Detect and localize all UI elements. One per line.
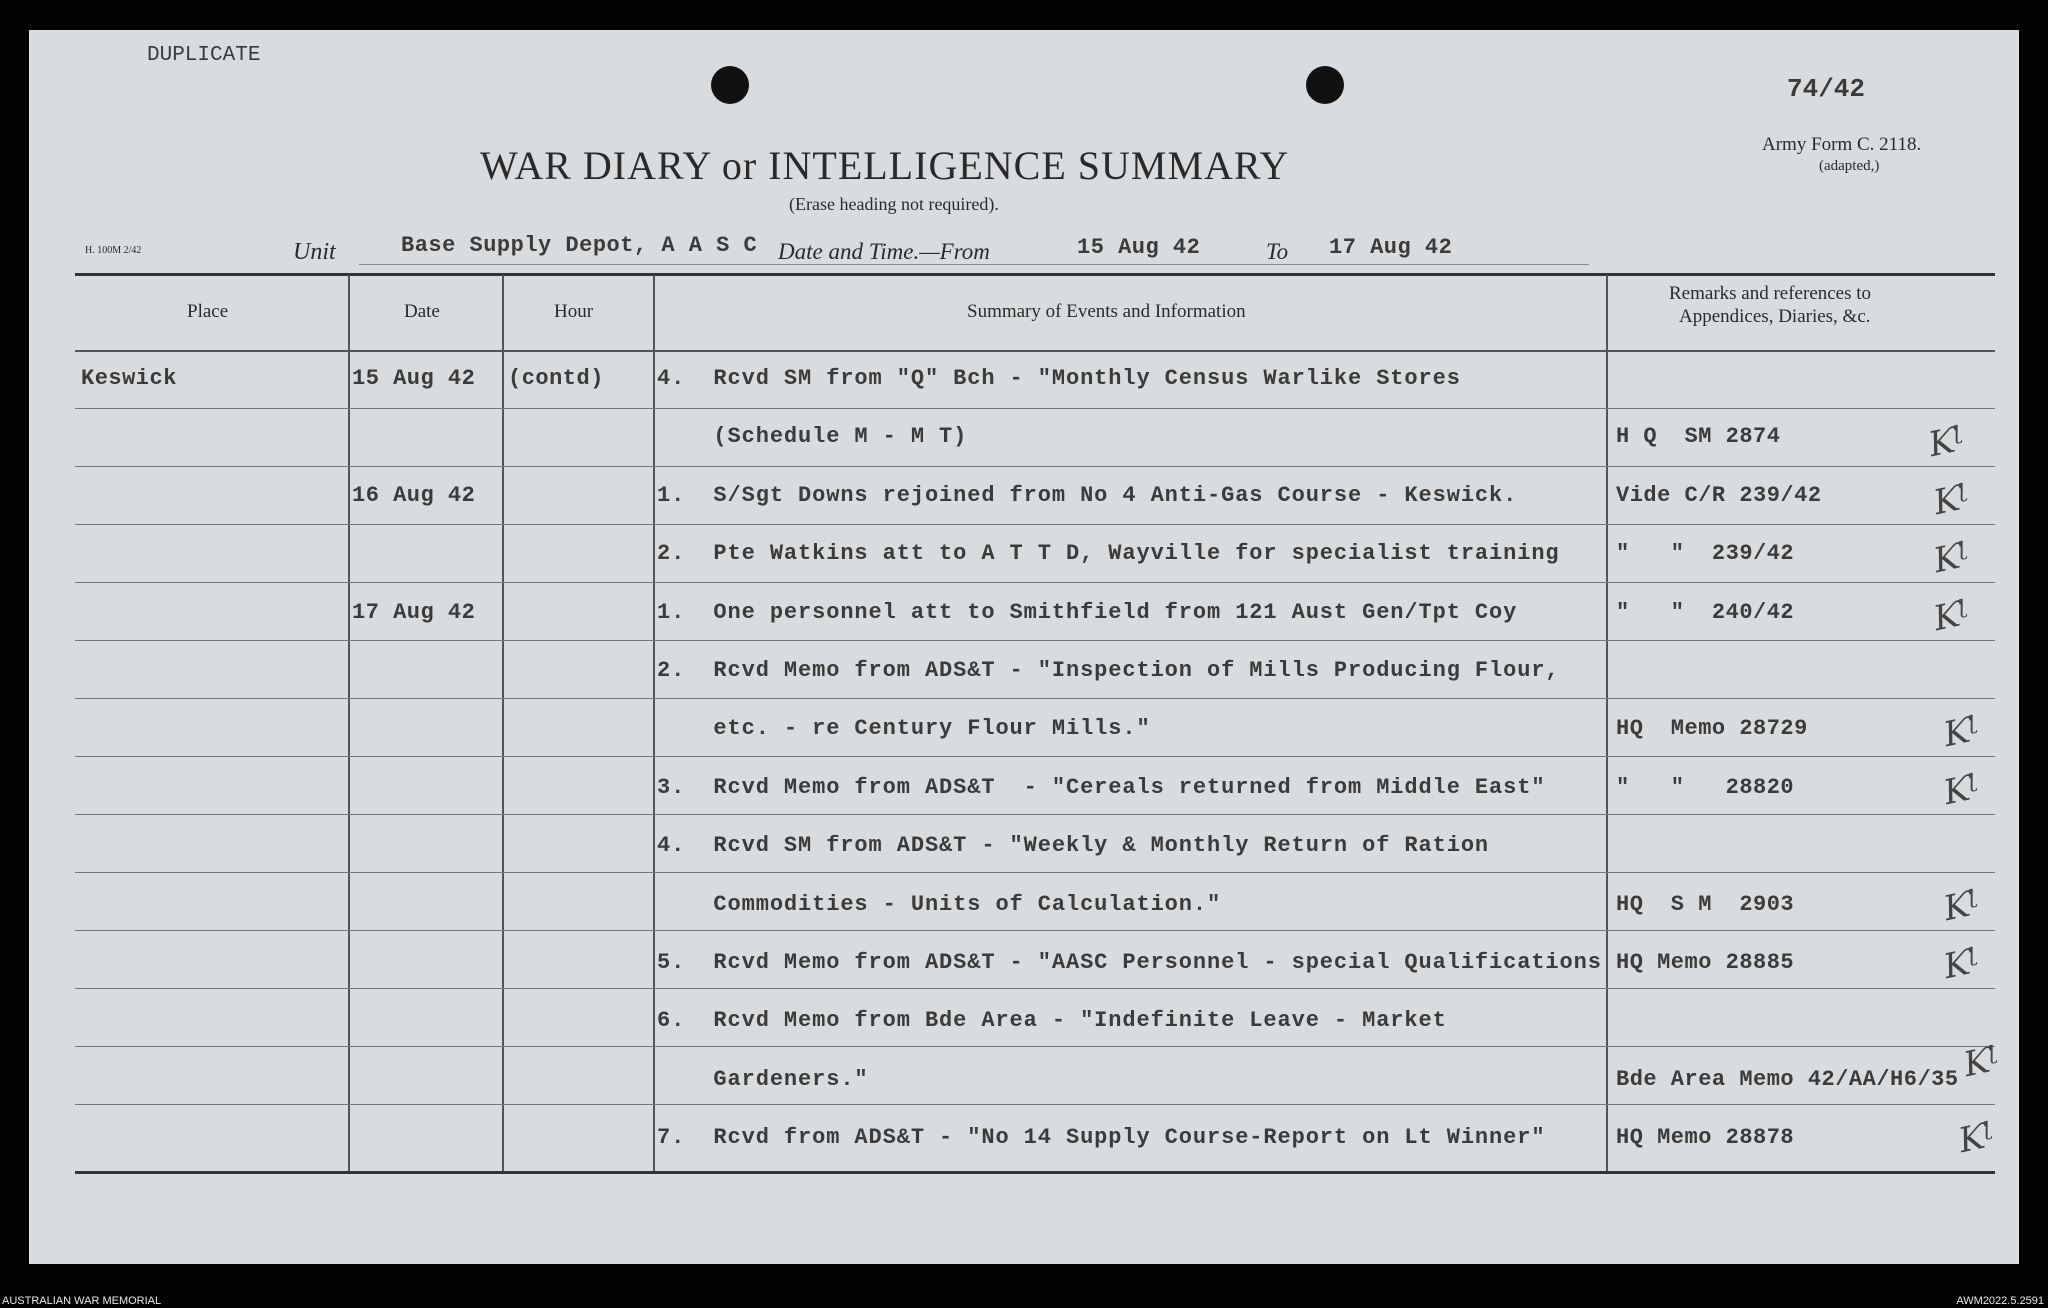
entry-remarks: HQ Memo 28729	[1616, 716, 1808, 742]
column-header-date: Date	[404, 301, 440, 322]
entry-date: 16 Aug 42	[352, 482, 476, 508]
column-divider-place	[348, 275, 350, 1171]
entry-summary: 3. Rcvd Memo from ADS&T - "Cereals returned from Middle East"	[657, 774, 1546, 800]
entry-remarks: HQ S M 2903	[1616, 891, 1795, 917]
punch-hole-left	[711, 66, 749, 104]
handwritten-initials: Ƙᶩ	[1960, 1038, 2003, 1086]
reference-number: 74/42	[1787, 74, 1866, 104]
entry-summary: 5. Rcvd Memo from ADS&T - "AASC Personnel - special Qualifications	[657, 950, 1602, 975]
entry-date: 17 Aug 42	[352, 599, 476, 625]
unit-dotted-line	[359, 264, 1589, 265]
entry-summary: 2. Rcvd Memo from ADS&T - "Inspection of Mills Producing Flour,	[657, 658, 1560, 683]
entry-remarks: Bde Area Memo 42/AA/H6/35	[1616, 1066, 1959, 1092]
entry-remarks: " " 239/42	[1616, 541, 1795, 567]
footer-credit: AUSTRALIAN WAR MEMORIAL	[2, 1295, 162, 1307]
entry-summary: Gardeners."	[657, 1066, 869, 1092]
handwritten-initials: Ƙᶩ	[1930, 534, 1973, 582]
handwritten-initials: Ƙᶩ	[1930, 476, 1973, 524]
column-header-remarks-line2: Appendices, Diaries, &c.	[1679, 306, 1871, 327]
entry-remarks: " " 240/42	[1616, 599, 1795, 625]
table-top-rule	[75, 273, 1995, 276]
entry-summary: Commodities - Units of Calculation."	[657, 891, 1222, 917]
column-header-remarks-line1: Remarks and references to	[1669, 283, 1872, 304]
entry-summary: etc. - re Century Flour Mills."	[657, 716, 1151, 742]
handwritten-initials: Ƙᶩ	[1940, 940, 1983, 988]
entry-remarks: Vide C/R 239/42	[1616, 482, 1822, 508]
handwritten-initials: Ƙᶩ	[1940, 708, 1983, 756]
footer-accession-number: AWM2022.5.2591	[1956, 1295, 2044, 1307]
entry-summary: 6. Rcvd Memo from Bde Area - "Indefinite Leave - Market	[657, 1008, 1447, 1034]
entry-summary: 1. S/Sgt Downs rejoined from No 4 Anti-Gas Course - Keswick.	[657, 482, 1518, 508]
unit-value: Base Supply Depot, A A S C	[401, 233, 758, 258]
document-title: WAR DIARY or INTELLIGENCE SUMMARY	[480, 143, 1290, 188]
army-form-label: Army Form C. 2118.	[1762, 134, 1922, 155]
adapted-label: (adapted,)	[1819, 158, 1880, 174]
column-divider-date	[502, 275, 504, 1171]
table-bottom-rule	[75, 1171, 1995, 1174]
entry-hour: (contd)	[508, 366, 604, 391]
entry-summary: 4. Rcvd SM from "Q" Bch - "Monthly Census Warlike Stores	[657, 366, 1461, 391]
entry-summary: 7. Rcvd from ADS&T - "No 14 Supply Course-Report on Lt Winner"	[657, 1125, 1546, 1151]
entry-place: Keswick	[81, 366, 177, 391]
date-time-label: Date and Time.—From	[778, 239, 990, 264]
handwritten-initials: Ƙᶩ	[1940, 766, 1983, 814]
column-divider-summary	[1606, 275, 1608, 1171]
handwritten-initials: Ƙᶩ	[1930, 592, 1973, 640]
punch-hole-right	[1306, 66, 1344, 104]
handwritten-initials: Ƙᶩ	[1940, 882, 1983, 930]
document-sheet	[29, 30, 2019, 1264]
handwritten-initials: Ƙᶩ	[1925, 418, 1968, 466]
column-header-hour: Hour	[554, 301, 594, 322]
table-header-rule	[75, 350, 1995, 352]
entry-summary: 2. Pte Watkins att to A T T D, Wayville for specialist training	[657, 541, 1560, 567]
handwritten-initials: Ƙᶩ	[1955, 1114, 1998, 1162]
to-label: To	[1266, 239, 1289, 264]
entry-remarks: HQ Memo 28885	[1616, 950, 1795, 975]
date-to-value: 17 Aug 42	[1329, 235, 1453, 260]
date-from-value: 15 Aug 42	[1077, 235, 1201, 260]
print-code: H. 100M 2/42	[85, 245, 142, 256]
entry-date: 15 Aug 42	[352, 366, 476, 391]
entry-remarks: HQ Memo 28878	[1616, 1125, 1795, 1151]
entry-summary: (Schedule M - M T)	[657, 424, 968, 450]
unit-label: Unit	[293, 239, 336, 265]
column-divider-hour	[653, 275, 655, 1171]
duplicate-stamp: DUPLICATE	[147, 44, 261, 67]
entry-remarks: " " 28820	[1616, 774, 1795, 800]
entry-summary: 4. Rcvd SM from ADS&T - "Weekly & Monthly Return of Ration	[657, 833, 1490, 859]
column-header-summary: Summary of Events and Information	[967, 301, 1246, 322]
document-subtitle: (Erase heading not required).	[789, 194, 999, 214]
entry-summary: 1. One personnel att to Smithfield from 121 Aust Gen/Tpt Coy	[657, 599, 1518, 625]
entry-remarks: H Q SM 2874	[1616, 424, 1781, 450]
column-header-place: Place	[187, 301, 229, 322]
